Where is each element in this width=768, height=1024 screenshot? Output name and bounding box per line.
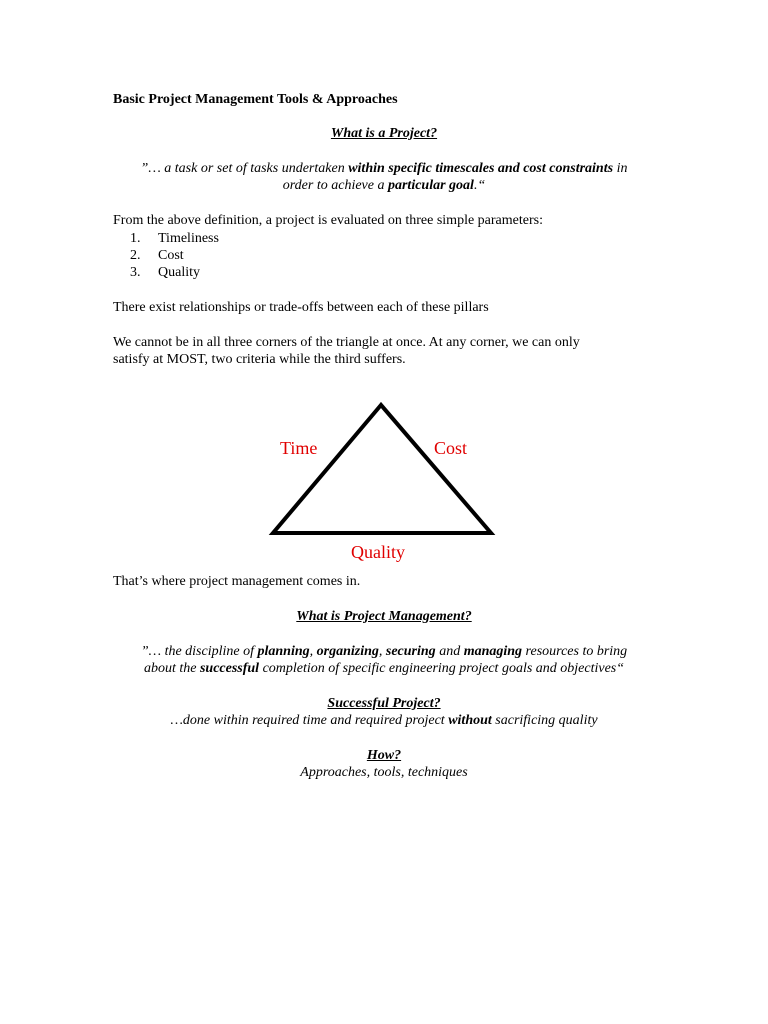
triangle-text-line2: satisfy at MOST, two criteria while the third suffers. <box>113 352 406 367</box>
quote-emphasis: managing <box>463 644 523 659</box>
body-text: sacrificing quality <box>491 713 598 728</box>
quote-text: and <box>435 644 464 659</box>
pm-definition-quote-line1 <box>0 643 768 660</box>
body-text: …done within required time and required project <box>170 713 449 728</box>
project-triangle-diagram <box>262 395 502 565</box>
list-label: Cost <box>158 248 184 263</box>
pm-definition-quote-line2 <box>0 660 768 677</box>
quality-label: Quality <box>351 542 405 562</box>
quote-text: , <box>309 644 317 659</box>
list-label: Quality <box>158 265 200 280</box>
list-item <box>130 230 219 247</box>
quote-text: .“ <box>473 178 486 193</box>
quote-text: , <box>378 644 386 659</box>
body-emphasis: without <box>448 713 492 728</box>
triangle-text-line1: We cannot be in all three corners of the triangle at once. At any corner, we can only <box>113 335 580 350</box>
project-definition-quote-line2 <box>0 177 768 194</box>
successful-project-heading: Successful Project? <box>327 696 441 711</box>
list-number: 3. <box>130 265 141 280</box>
quote-text: ”… a task or set of tasks undertaken <box>140 161 349 176</box>
cost-label: Cost <box>434 438 468 458</box>
quote-emphasis: successful <box>199 661 260 676</box>
successful-project-text <box>0 712 768 729</box>
quote-text: completion of specific engineering project goals and objectives“ <box>259 661 625 676</box>
time-label: Time <box>280 438 318 458</box>
tradeoff-text: There exist relationships or trade-offs between each of these pillars <box>113 300 489 315</box>
transition-text: That’s where project management comes in. <box>113 574 361 589</box>
triangle-svg <box>262 395 502 565</box>
quote-emphasis: planning <box>257 644 310 659</box>
quote-text: order to achieve a <box>282 178 388 193</box>
how-text: Approaches, tools, techniques <box>300 765 468 780</box>
triangle-shape <box>273 405 491 533</box>
quote-text: in <box>613 161 628 176</box>
quote-text: resources to bring <box>522 644 628 659</box>
quote-emphasis: particular goal <box>387 178 474 193</box>
what-is-pm-heading: What is Project Management? <box>296 609 472 624</box>
quote-emphasis: securing <box>385 644 436 659</box>
document-title: Basic Project Management Tools & Approaches <box>113 92 398 107</box>
parameters-list <box>130 230 219 281</box>
list-item <box>130 247 219 264</box>
quote-text: ”… the discipline of <box>140 644 258 659</box>
how-heading: How? <box>366 748 402 763</box>
definition-intro-text: From the above definition, a project is evaluated on three simple parameters: <box>113 213 543 228</box>
quote-emphasis: within specific timescales and cost constraints <box>348 161 614 176</box>
list-number: 1. <box>130 231 141 246</box>
list-number: 2. <box>130 248 141 263</box>
list-item <box>130 264 219 281</box>
project-definition-quote-line1 <box>0 160 768 177</box>
list-label: Timeliness <box>158 231 219 246</box>
quote-emphasis: organizing <box>316 644 379 659</box>
quote-text: about the <box>143 661 200 676</box>
what-is-project-heading: What is a Project? <box>330 126 438 141</box>
